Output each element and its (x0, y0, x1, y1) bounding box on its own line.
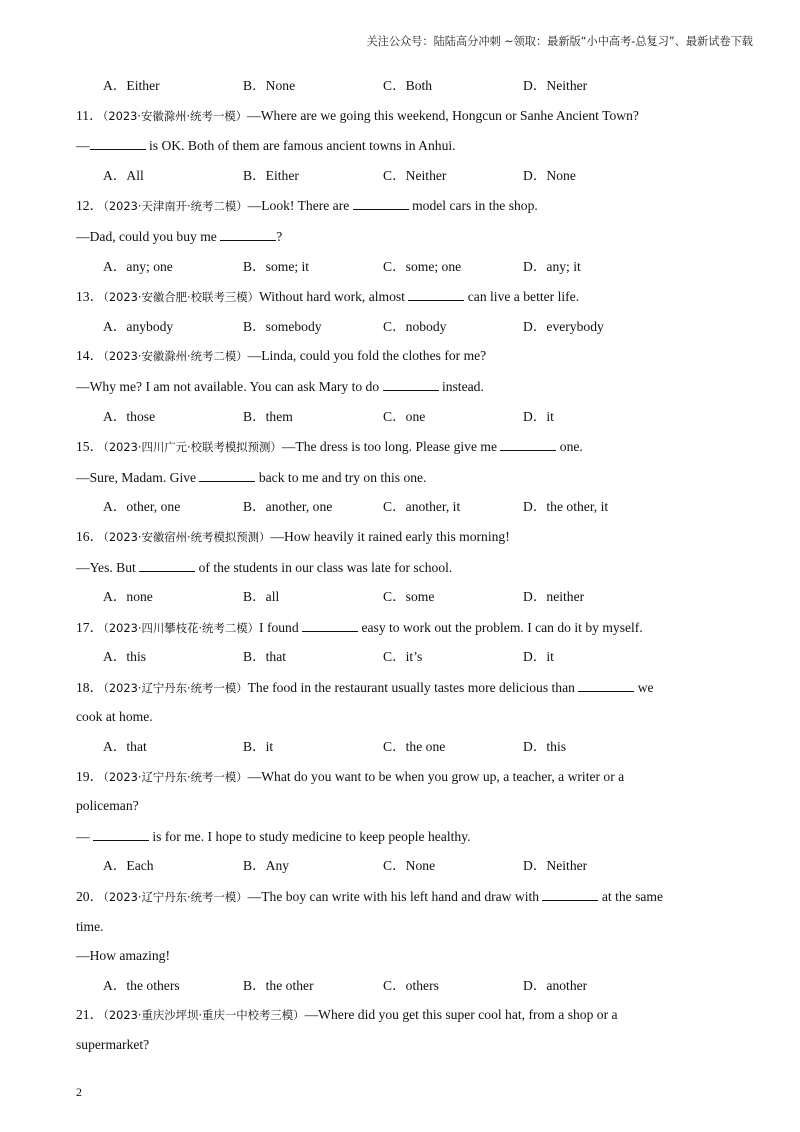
question-text: —Dad, could you buy me (76, 228, 221, 244)
q10-options (76, 76, 726, 96)
option-a: A．those (103, 408, 156, 424)
question-text: back to me and try on this one. (255, 469, 427, 485)
question-source: （2023·辽宁丹东·统考一模） (103, 769, 248, 784)
question-list (76, 76, 726, 1055)
q16-stem (76, 527, 726, 547)
option-d: D．another (523, 977, 588, 993)
option-b: B．Any (243, 858, 290, 874)
question-text: — (76, 828, 93, 844)
question-text: is for me. I hope to study medicine to keep people healthy. (149, 828, 471, 844)
question-source: （2023·安徽合肥·校联考三模） (103, 290, 260, 305)
question-text: one. (556, 439, 583, 455)
question-text: —Where did you get this super cool hat, from a shop or a (304, 1007, 618, 1023)
option-b: B．Either (243, 167, 299, 183)
question-number: 19． (76, 768, 104, 784)
option-b: B．all (243, 589, 280, 605)
option-d: D．this (523, 739, 567, 755)
question-source: （2023·四川广元·校联考模拟预测） (103, 440, 282, 455)
q13-stem (76, 286, 726, 307)
q17-stem (76, 617, 726, 638)
q14-line2 (76, 376, 726, 397)
answer-blank (93, 826, 149, 841)
option-a: A．none (103, 589, 153, 605)
question-text: —Why me? I am not available. You can ask Mary to do (76, 378, 383, 394)
option-a: A．any; one (103, 258, 173, 274)
q19-stem (76, 767, 726, 787)
q18-line2: cook at home. (76, 709, 153, 725)
option-d: D．everybody (523, 318, 604, 334)
q18-stem (76, 677, 726, 698)
q14-stem (76, 346, 726, 366)
page-header: 关注公众号：陆陆高分冲刺 ~领取：最新版“小中高考-总复习”、最新试卷下载 (366, 35, 753, 48)
page-number: 2 (76, 1085, 82, 1099)
question-text: —How heavily it rained early this morning! (270, 528, 510, 544)
option-a: A．the others (103, 977, 180, 993)
answer-blank (302, 617, 358, 632)
question-source: （2023·安徽滁州·统考二模） (103, 349, 248, 364)
q12-options (76, 257, 726, 277)
answer-blank (542, 886, 598, 901)
answer-blank (199, 467, 255, 482)
q17-options (76, 647, 726, 667)
question-text: easy to work out the problem. I can do it by myself. (358, 619, 643, 635)
option-b: B．the other (243, 977, 314, 993)
answer-blank (220, 226, 276, 241)
q21-stem (76, 1005, 726, 1025)
option-a: A．this (103, 649, 147, 665)
q16-line2 (76, 557, 726, 578)
question-text: model cars in the shop. (408, 198, 538, 214)
option-c: C．None (383, 858, 436, 874)
question-text: I found (259, 619, 303, 635)
option-a: A．Either (103, 78, 160, 93)
question-text: is OK. Both of them are famous ancient towns in Anhui. (145, 138, 456, 154)
q20-line2: time. (76, 918, 104, 934)
q15-line2 (76, 467, 726, 488)
question-source: （2023·天津南开·统考二模） (103, 199, 248, 214)
question-source: （2023·四川攀枝花·统考二模） (103, 620, 260, 635)
question-number: 15． (76, 439, 104, 455)
question-text: —Linda, could you fold the clothes for me? (247, 348, 487, 364)
option-a: A．Each (103, 858, 154, 874)
question-text: at the same (598, 889, 664, 905)
option-d: D．Neither (523, 78, 588, 93)
q19-line3 (76, 826, 726, 847)
q21-line2: supermarket? (76, 1037, 150, 1052)
option-b: B．that (243, 649, 287, 665)
answer-blank (353, 195, 409, 210)
option-d: D．any; it (523, 258, 581, 274)
answer-blank (383, 376, 439, 391)
answer-blank (408, 286, 464, 301)
q15-options (76, 497, 726, 517)
q18-options (76, 737, 726, 757)
option-d: D．it (523, 408, 554, 424)
question-text: —Yes. But (76, 559, 140, 575)
question-source: （2023·安徽滁州·统考一模） (102, 108, 248, 123)
q20-options (76, 976, 726, 996)
q11-stem (76, 106, 726, 126)
q14-options (76, 407, 726, 427)
option-d: D．the other, it (523, 499, 609, 515)
question-number: 13． (76, 289, 104, 305)
question-number: 11． (76, 107, 103, 123)
option-c: C．Both (383, 78, 433, 93)
q20-line3: —How amazing! (76, 948, 170, 964)
answer-blank (500, 436, 556, 451)
option-d: D．it (523, 649, 554, 665)
option-c: C．others (383, 977, 439, 993)
question-source: （2023·辽宁丹东·统考一模） (103, 680, 248, 695)
option-b: B．somebody (243, 318, 322, 334)
question-source: （2023·安徽宿州·统考模拟预测） (103, 529, 271, 544)
question-text: The food in the restaurant usually tastes more delicious than (247, 679, 579, 695)
question-number: 14． (76, 348, 104, 364)
question-text: —What do you want to be when you grow up, a teacher, a writer or a (247, 768, 625, 784)
question-number: 16． (76, 528, 104, 544)
option-a: A．anybody (103, 318, 174, 334)
question-source: （2023·辽宁丹东·统考一模） (103, 890, 248, 905)
question-text: ? (276, 228, 283, 244)
q11-line2 (76, 135, 726, 156)
option-d: D．Neither (523, 858, 588, 874)
option-c: C．it’s (383, 649, 423, 665)
question-text: — (76, 138, 90, 154)
q19-line2: policeman? (76, 798, 139, 814)
option-b: B．another, one (243, 499, 333, 515)
q20-stem (76, 886, 726, 907)
option-c: C．the one (383, 739, 446, 755)
question-number: 20． (76, 889, 104, 905)
question-text: Without hard work, almost (259, 289, 409, 305)
question-text: —Sure, Madam. Give (76, 469, 200, 485)
question-number: 21． (76, 1007, 104, 1023)
option-c: C．another, it (383, 499, 461, 515)
question-text: —The boy can write with his left hand and draw with (247, 889, 543, 905)
option-a: A．that (103, 739, 147, 755)
option-c: C．some; one (383, 258, 462, 274)
option-c: C．some (383, 589, 435, 605)
question-text: we (634, 679, 654, 695)
question-text: —Look! There are (247, 198, 353, 214)
option-d: D．neither (523, 589, 585, 605)
option-a: A．All (103, 167, 144, 183)
question-source: （2023·重庆沙坪坝·重庆一中校考三模） (103, 1008, 305, 1023)
answer-blank (90, 135, 146, 150)
option-c: C．Neither (383, 167, 447, 183)
option-b: B．some; it (243, 258, 310, 274)
q13-options (76, 317, 726, 337)
question-number: 18． (76, 679, 104, 695)
answer-blank (578, 677, 634, 692)
question-text: can live a better life. (464, 289, 580, 305)
question-text: —Where are we going this weekend, Hongcun or Sanhe Ancient Town? (247, 107, 639, 123)
q11-options (76, 166, 726, 186)
option-b: B．them (243, 408, 293, 424)
question-text: of the students in our class was late for school. (195, 559, 453, 575)
option-b: B．None (243, 78, 296, 93)
q12-stem (76, 195, 726, 216)
question-text: —The dress is too long. Please give me (281, 439, 501, 455)
q15-stem (76, 436, 726, 457)
option-a: A．other, one (103, 499, 181, 515)
option-c: C．nobody (383, 318, 447, 334)
q19-options (76, 856, 726, 876)
q12-line2 (76, 226, 726, 247)
question-number: 12． (76, 198, 104, 214)
question-number: 17． (76, 619, 104, 635)
option-d: D．None (523, 167, 576, 183)
option-b: B．it (243, 739, 274, 755)
answer-blank (139, 557, 195, 572)
q16-options (76, 587, 726, 607)
question-text: instead. (438, 378, 484, 394)
option-c: C．one (383, 408, 426, 424)
